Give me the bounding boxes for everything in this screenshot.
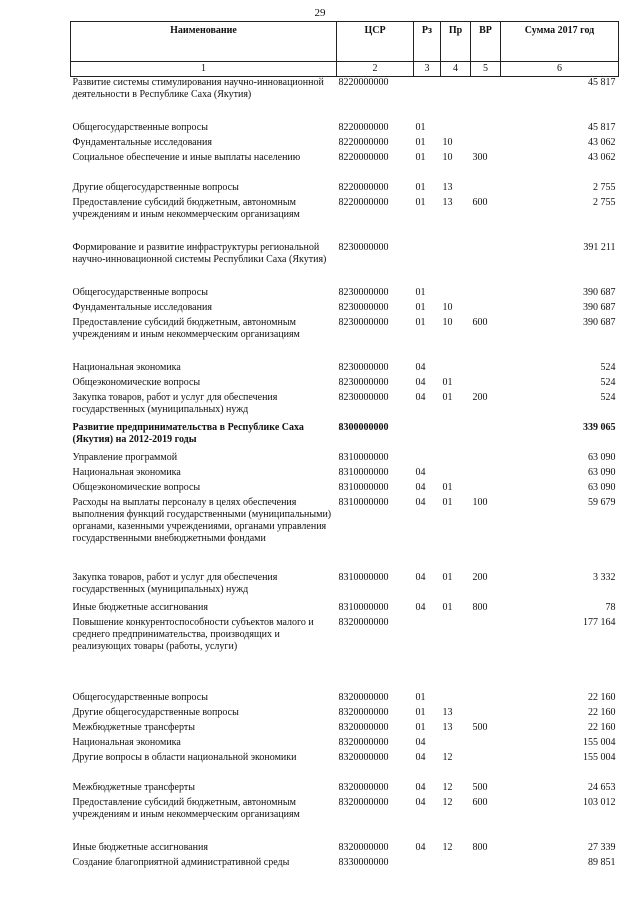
row-pr: 01 (442, 571, 453, 583)
row-vr (471, 707, 501, 722)
row-rz: 04 (415, 796, 426, 808)
row-pr: 01 (442, 496, 453, 508)
row-sum: 177 164 (583, 616, 616, 628)
row-sum: 2 755 (593, 181, 616, 193)
row-csr: 8320000000 (338, 691, 389, 703)
row-pr: 12 (442, 841, 453, 853)
row-csr: 8320000000 (338, 841, 389, 853)
row-csr: 8320000000 (338, 736, 389, 748)
row-pr: 01 (442, 391, 453, 403)
row-name: Управление программой (72, 451, 178, 463)
row-pr: 10 (442, 151, 453, 163)
row-vr (471, 362, 501, 377)
row-vr: 200 (472, 391, 488, 403)
row-rz: 04 (415, 601, 426, 613)
row-rz: 04 (415, 466, 426, 478)
row-vr (471, 482, 501, 497)
row-name: Иные бюджетные ассигнования (72, 601, 208, 613)
row-rz: 01 (415, 136, 426, 148)
row-pr: 10 (442, 136, 453, 148)
row-rz: 04 (415, 571, 426, 583)
table-row (71, 137, 619, 152)
col-header-sum: Сумма 2017 год (501, 22, 619, 62)
table-row (71, 452, 619, 467)
row-sum: 43 062 (588, 136, 616, 148)
row-csr: 8310000000 (338, 496, 389, 508)
row-rz: 01 (415, 706, 426, 718)
row-pr (441, 122, 471, 137)
table-row (71, 842, 619, 857)
row-name: Национальная экономика (72, 736, 181, 748)
table-row (71, 302, 619, 317)
col-number: 4 (441, 62, 471, 77)
row-pr: 13 (442, 706, 453, 718)
table-row (71, 197, 619, 242)
row-vr (471, 137, 501, 152)
row-pr: 01 (442, 376, 453, 388)
row-csr: 8220000000 (338, 196, 389, 208)
row-sum: 391 211 (583, 241, 616, 253)
row-csr: 8320000000 (338, 781, 389, 793)
row-rz: 04 (415, 736, 426, 748)
row-pr (441, 737, 471, 752)
row-csr: 8310000000 (338, 466, 389, 478)
col-header-name: Наименование (71, 22, 337, 62)
row-name: Общегосударственные вопросы (72, 286, 208, 298)
table-row (71, 377, 619, 392)
header-row (71, 22, 619, 62)
row-pr (441, 287, 471, 302)
row-sum: 390 687 (583, 301, 616, 313)
col-header-vr: ВР (471, 22, 501, 62)
table-row (71, 722, 619, 737)
table-row (71, 362, 619, 377)
row-rz: 01 (415, 721, 426, 733)
col-header-csr: ЦСР (337, 22, 414, 62)
row-vr: 800 (472, 841, 488, 853)
row-name: Формирование и развитие инфраструктуры региональной научно-инновационной системы Республики Саха (Якутия) (72, 241, 327, 265)
row-name: Межбюджетные трансферты (72, 781, 195, 793)
row-pr (441, 77, 471, 122)
row-name: Расходы на выплаты персоналу в целях обеспечения выполнения функций государственными (муниципальными) органами, казенными учреждениями, органами управления государственными внебюджетными фондами (72, 496, 332, 544)
row-name: Предоставление субсидий бюджетным, автономным учреждениям и иным некоммерческим организациям (72, 196, 300, 220)
row-pr: 10 (442, 316, 453, 328)
row-rz: 01 (415, 316, 426, 328)
row-rz (414, 77, 441, 122)
table-row (71, 242, 619, 287)
row-name: Социальное обеспечение и иные выплаты населению (72, 151, 301, 163)
row-sum: 155 004 (583, 751, 616, 763)
row-rz: 04 (415, 376, 426, 388)
row-sum: 155 004 (583, 736, 616, 748)
row-pr: 13 (442, 196, 453, 208)
row-name: Предоставление субсидий бюджетным, автономным учреждениям и иным некоммерческим организациям (72, 316, 300, 340)
row-pr: 01 (442, 481, 453, 493)
row-sum: 22 160 (588, 721, 616, 733)
row-name: Повышение конкурентоспособности субъектов малого и среднего предпринимательства, производящих и реализующих товары (работы, услуги) (72, 616, 314, 652)
row-pr (441, 452, 471, 467)
row-vr: 500 (472, 781, 488, 793)
row-csr: 8230000000 (338, 316, 389, 328)
row-vr: 600 (472, 196, 488, 208)
row-pr: 12 (442, 751, 453, 763)
row-vr (471, 692, 501, 707)
row-pr (441, 617, 471, 692)
table-row (71, 692, 619, 707)
row-sum: 89 851 (588, 856, 616, 868)
row-csr: 8310000000 (338, 451, 389, 463)
row-csr: 8230000000 (338, 376, 389, 388)
row-vr (471, 467, 501, 482)
row-name: Общегосударственные вопросы (72, 121, 208, 133)
table-row (71, 617, 619, 692)
row-sum: 43 062 (588, 151, 616, 163)
row-sum: 524 (600, 361, 616, 373)
row-vr (471, 77, 501, 122)
table-row (71, 497, 619, 572)
row-rz: 01 (415, 196, 426, 208)
row-csr: 8320000000 (338, 706, 389, 718)
row-vr (471, 422, 501, 452)
row-rz: 04 (415, 361, 426, 373)
row-vr: 600 (472, 316, 488, 328)
row-pr (441, 422, 471, 452)
row-rz: 04 (415, 781, 426, 793)
row-pr (441, 467, 471, 482)
row-vr (471, 737, 501, 752)
row-csr: 8300000000 (338, 421, 389, 433)
table-row (71, 707, 619, 722)
row-pr (441, 362, 471, 377)
table-row (71, 122, 619, 137)
col-number: 2 (337, 62, 414, 77)
row-sum: 27 339 (588, 841, 616, 853)
row-rz: 01 (415, 151, 426, 163)
row-name: Другие общегосударственные вопросы (72, 181, 239, 193)
row-csr: 8310000000 (338, 481, 389, 493)
row-csr: 8310000000 (338, 571, 389, 583)
row-vr (471, 122, 501, 137)
row-sum: 63 090 (588, 451, 616, 463)
table-row (71, 422, 619, 452)
table-row (71, 782, 619, 797)
row-csr: 8220000000 (338, 151, 389, 163)
row-csr: 8230000000 (338, 301, 389, 313)
row-name: Развитие системы стимулирования научно-инновационной деятельности в Республике Саха (Якутия) (72, 77, 324, 100)
col-number: 5 (471, 62, 501, 77)
row-rz: 01 (415, 181, 426, 193)
row-vr: 300 (472, 151, 488, 163)
col-number: 1 (71, 62, 337, 77)
row-sum: 22 160 (588, 706, 616, 718)
row-name: Национальная экономика (72, 466, 181, 478)
row-vr (471, 452, 501, 467)
row-rz (414, 452, 441, 467)
row-vr (471, 242, 501, 287)
row-csr: 8310000000 (338, 601, 389, 613)
row-csr: 8230000000 (338, 391, 389, 403)
row-name: Развитие предпринимательства в Республике Саха (Якутия) на 2012-2019 годы (72, 421, 304, 445)
row-name: Предоставление субсидий бюджетным, автономным учреждениям и иным некоммерческим организациям (72, 796, 300, 820)
row-name: Общеэкономические вопросы (72, 481, 201, 493)
row-pr: 10 (442, 301, 453, 313)
row-sum: 390 687 (583, 286, 616, 298)
row-sum: 45 817 (588, 121, 616, 133)
row-sum: 22 160 (588, 691, 616, 703)
row-name: Создание благоприятной административной среды (72, 856, 290, 868)
row-vr: 100 (472, 496, 488, 508)
row-pr (441, 242, 471, 287)
row-sum: 390 687 (583, 316, 616, 328)
table-row (71, 152, 619, 182)
row-csr: 8220000000 (338, 77, 389, 88)
row-rz (414, 857, 441, 872)
row-rz (414, 242, 441, 287)
row-csr: 8230000000 (338, 361, 389, 373)
table-row (71, 857, 619, 872)
row-name: Общеэкономические вопросы (72, 376, 201, 388)
row-rz: 04 (415, 481, 426, 493)
row-csr: 8320000000 (338, 796, 389, 808)
row-sum: 2 755 (593, 196, 616, 208)
row-name: Другие вопросы в области национальной экономики (72, 751, 297, 763)
row-rz: 01 (415, 121, 426, 133)
row-name: Межбюджетные трансферты (72, 721, 195, 733)
row-sum: 63 090 (588, 481, 616, 493)
row-csr: 8320000000 (338, 751, 389, 763)
row-vr: 200 (472, 571, 488, 583)
row-sum: 524 (600, 391, 616, 403)
row-sum: 45 817 (588, 77, 616, 88)
row-sum: 24 653 (588, 781, 616, 793)
row-sum: 63 090 (588, 466, 616, 478)
row-sum: 59 679 (588, 496, 616, 508)
row-csr: 8220000000 (338, 121, 389, 133)
row-vr (471, 287, 501, 302)
row-pr: 01 (442, 601, 453, 613)
row-vr: 500 (472, 721, 488, 733)
row-vr: 600 (472, 796, 488, 808)
table-row (71, 467, 619, 482)
table-row (71, 77, 619, 122)
table-row (71, 182, 619, 197)
row-name: Фундаментальные исследования (72, 136, 212, 148)
row-sum: 524 (600, 376, 616, 388)
row-csr: 8220000000 (338, 181, 389, 193)
row-pr: 13 (442, 721, 453, 733)
row-csr: 8320000000 (338, 721, 389, 733)
row-name: Закупка товаров, работ и услуг для обеспечения государственных (муниципальных) нужд (72, 391, 278, 415)
row-csr: 8230000000 (338, 286, 389, 298)
col-number: 3 (414, 62, 441, 77)
row-rz: 01 (415, 301, 426, 313)
row-vr (471, 377, 501, 392)
row-vr (471, 182, 501, 197)
table-row (71, 737, 619, 752)
row-pr (441, 857, 471, 872)
row-vr (471, 617, 501, 692)
row-pr: 13 (442, 181, 453, 193)
row-sum: 3 332 (593, 571, 616, 583)
row-csr: 8220000000 (338, 136, 389, 148)
table-row (71, 752, 619, 782)
row-rz: 01 (415, 286, 426, 298)
table-row (71, 287, 619, 302)
row-name: Фундаментальные исследования (72, 301, 212, 313)
row-rz: 04 (415, 841, 426, 853)
page-number: 29 (314, 7, 326, 19)
row-vr (471, 752, 501, 782)
row-rz: 04 (415, 496, 426, 508)
row-name: Общегосударственные вопросы (72, 691, 208, 703)
row-csr: 8230000000 (338, 241, 389, 253)
col-header-rz: Рз (414, 22, 441, 62)
table-row (71, 317, 619, 362)
row-vr (471, 302, 501, 317)
table-row (71, 572, 619, 602)
row-name: Закупка товаров, работ и услуг для обеспечения государственных (муниципальных) нужд (72, 571, 278, 595)
row-csr: 8330000000 (338, 856, 389, 868)
table-row (71, 602, 619, 617)
budget-table (70, 21, 619, 872)
row-csr: 8320000000 (338, 616, 389, 628)
row-sum: 103 012 (583, 796, 616, 808)
row-vr: 800 (472, 601, 488, 613)
row-sum: 339 065 (583, 421, 616, 433)
row-rz: 04 (415, 751, 426, 763)
row-rz: 01 (415, 691, 426, 703)
row-name: Другие общегосударственные вопросы (72, 706, 239, 718)
column-number-row (71, 62, 619, 77)
row-pr: 12 (442, 781, 453, 793)
row-rz (414, 422, 441, 452)
table-body (71, 77, 619, 872)
row-rz (414, 617, 441, 692)
row-name: Национальная экономика (72, 361, 181, 373)
table-row (71, 482, 619, 497)
row-pr: 12 (442, 796, 453, 808)
table-row (71, 797, 619, 842)
col-header-pr: Пр (441, 22, 471, 62)
col-number: 6 (501, 62, 619, 77)
row-sum: 78 (605, 601, 616, 613)
row-name: Иные бюджетные ассигнования (72, 841, 208, 853)
row-pr (441, 692, 471, 707)
row-rz: 04 (415, 391, 426, 403)
table-row (71, 392, 619, 422)
row-vr (471, 857, 501, 872)
